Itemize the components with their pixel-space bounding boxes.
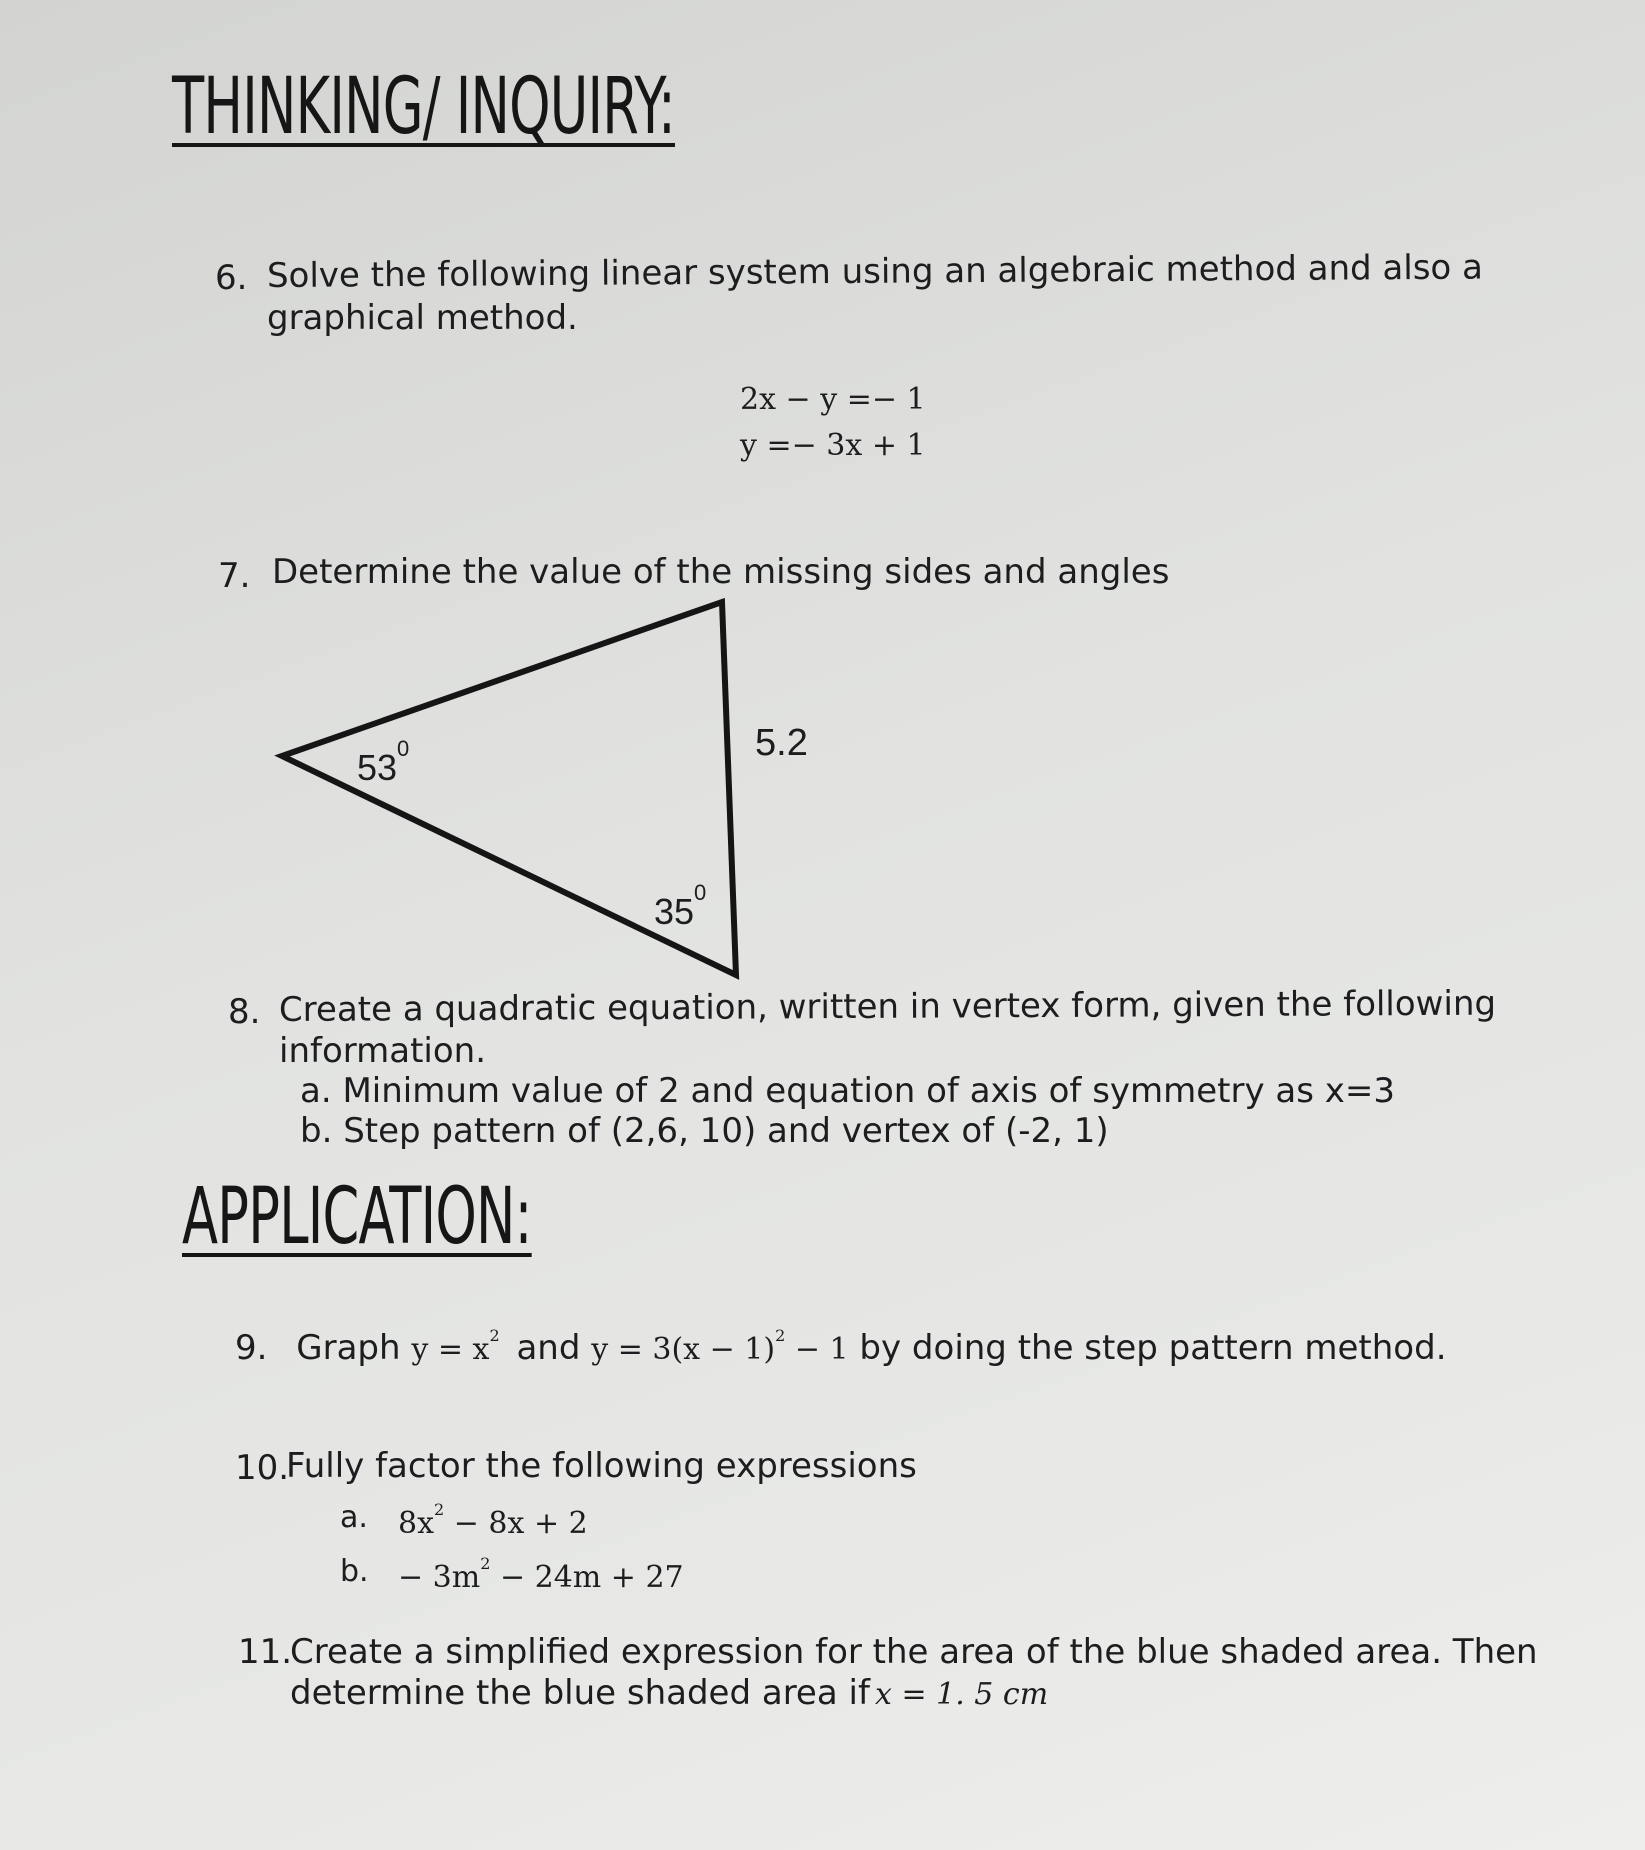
- degree-mark: 0: [397, 736, 410, 761]
- q11-line2: determine the blue shaded area if x = 1. 5 cm: [290, 1673, 1049, 1713]
- q6-line2: graphical method.: [267, 298, 578, 338]
- q6-number: 6.: [215, 258, 248, 298]
- q9-expr1: $y = x^2$: [411, 1326, 500, 1367]
- q6-line1: Solve the following linear system using an algebraic method and also a: [266, 247, 1484, 296]
- q10-a-expression: $8x^2 - 8x + 2$: [398, 1500, 588, 1541]
- side-5-2-label: 5.2: [755, 722, 808, 764]
- q6-equation-2: y =− 3x + 1: [740, 428, 926, 463]
- q9-suffix: by doing the step pattern method.: [859, 1328, 1447, 1368]
- q10-b-label: b.: [340, 1554, 369, 1589]
- q10-number: 10.: [235, 1448, 290, 1488]
- application-heading: APPLICATION:: [182, 1172, 532, 1262]
- q9-row: [235, 1326, 1447, 1368]
- q8-part-b: b. Step pattern of (2,6, 10) and vertex of (-2, 1): [300, 1111, 1109, 1151]
- q11-x-value: x = 1. 5 cm: [875, 1677, 1049, 1712]
- q10-text: Fully factor the following expressions: [286, 1446, 917, 1486]
- q9-prefix: Graph: [296, 1328, 401, 1368]
- q7-number: 7.: [218, 556, 251, 596]
- angle-35-label: $35^0$: [654, 880, 707, 932]
- q10-a-label: a.: [340, 1500, 368, 1535]
- q10-b-expression: − $3m^2 - 24m + 27$: [398, 1554, 684, 1595]
- q9-expr2: $y = 3(x - 1)^2 - 1$: [591, 1326, 849, 1367]
- q9-and: and: [516, 1328, 581, 1368]
- q8-line2: information.: [279, 1031, 487, 1071]
- angle-53-label: $53^0$: [357, 736, 410, 788]
- q7-text: Determine the value of the missing sides and angles: [272, 552, 1170, 592]
- q6-equation-1: 2x − y =− 1: [740, 382, 926, 417]
- q9-number: 9.: [235, 1328, 268, 1368]
- degree-mark: 0: [694, 880, 707, 905]
- q8-number: 8.: [228, 992, 261, 1032]
- q8-part-a: a. Minimum value of 2 and equation of axis of symmetry as x=3: [300, 1071, 1396, 1111]
- thinking-inquiry-heading: THINKING/ INQUIRY:: [172, 62, 675, 152]
- q11-number: 11.: [238, 1632, 293, 1672]
- q11-line1: Create a simplified expression for the area of the blue shaded area. Then: [290, 1632, 1538, 1672]
- q8-line1: Create a quadratic equation, written in vertex form, given the following: [278, 983, 1497, 1030]
